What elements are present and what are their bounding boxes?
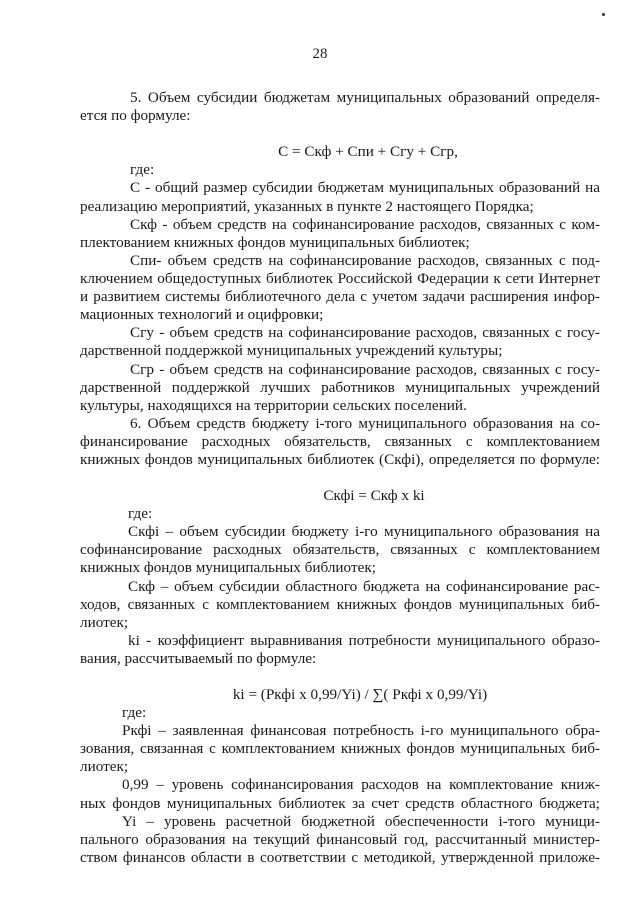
text-line: дарственной поддержкой лучших работников муниципальных учреждений: [80, 379, 600, 396]
text-line: мационных технологий и оцифровки;: [80, 306, 324, 323]
text-line: культуры, находящихся на территории сельских поселений.: [80, 397, 467, 414]
text-line: Спи- объем средств на софинансирование расходов, связанных с под-: [130, 252, 600, 269]
text-line: ством финансов области в соответствии с методикой, утвержденной приложе-: [80, 849, 600, 866]
text-line: вания, рассчитываемый по формуле:: [80, 650, 317, 667]
text-line: Yi – уровень расчетной бюджетной обеспеченности i-того муници-: [122, 813, 600, 830]
text-line: ключением общедоступных библиотек Российской Федерации к сети Интернет: [80, 270, 600, 287]
text-line: плектованием книжных фондов муниципальных библиотек;: [80, 234, 470, 251]
text-line: где:: [128, 505, 153, 522]
text-line: софинансирование расходных обязательств, связанных с комплектованием: [80, 541, 600, 558]
text-line: Скфi – объем субсидии бюджету i-го муниципального образования на: [128, 523, 600, 540]
formula-line: С = Скф + Спи + Сгу + Сгр,: [278, 143, 458, 160]
text-line: Ркфi – заявленная финансовая потребность i-го муниципального обра-: [122, 722, 600, 739]
text-line: С - общий размер субсидии бюджетам муниципальных образований на: [130, 179, 600, 196]
text-line: дарственной поддержкой муниципальных учреждений культуры;: [80, 342, 503, 359]
text-line: финансирование расходных обязательств, связанных с комплектованием: [80, 433, 600, 450]
text-line: ных фондов муниципальных библиотек за счет средств областного бюджета;: [80, 795, 600, 812]
scan-speck: [602, 13, 605, 16]
text-line: ki - коэффициент выравнивания потребности муниципального образо-: [128, 632, 600, 649]
text-line: книжных фондов муниципальных библиотек;: [80, 559, 376, 576]
text-line: Скф - объем средств на софинансирование расходов, связанных с ком-: [130, 216, 600, 233]
text-line: Сгу - объем средств на софинансирование расходов, связанных с госу-: [130, 324, 600, 341]
text-line: где:: [122, 704, 147, 721]
text-line: и развитием системы библиотечного дела с учетом задачи расширения инфор-: [80, 288, 600, 305]
text-line: лиотек;: [80, 758, 129, 775]
text-line: ходов, связанных с комплектованием книжных фондов муниципальных биб-: [80, 596, 600, 613]
text-line: 5. Объем субсидии бюджетам муниципальных образований определя-: [130, 89, 600, 106]
page-number: 28: [312, 46, 328, 62]
text-line: лиотек;: [80, 614, 129, 631]
formula-line: ki = (Ркфi x 0,99/Yi) / ∑( Ркфi x 0,99/Yi): [232, 686, 488, 703]
text-line: Сгр - объем средств на софинансирование расходов, связанных с госу-: [130, 361, 600, 378]
text-line: Скф – объем субсидии областного бюджета на софинансирование рас-: [128, 578, 600, 595]
text-line: ется по формуле:: [80, 107, 191, 124]
text-line: 6. Объем средств бюджету i-того муниципального образования на со-: [130, 415, 600, 432]
text-line: зования, связанная с комплектованием книжных фондов муниципальных биб-: [80, 740, 600, 757]
text-line: реализацию мероприятий, указанных в пункте 2 настоящего Порядка;: [80, 198, 534, 215]
text-line: 0,99 – уровень софинансирования расходов на комплектование книж-: [122, 776, 600, 793]
text-line: пального образования на текущий финансовый год, рассчитанный министер-: [80, 831, 600, 848]
text-line: книжных фондов муниципальных библиотек (Скфi), определяется по формуле:: [80, 451, 600, 468]
text-line: где:: [130, 161, 155, 178]
formula-line: Скфi = Скф x ki: [323, 487, 425, 504]
